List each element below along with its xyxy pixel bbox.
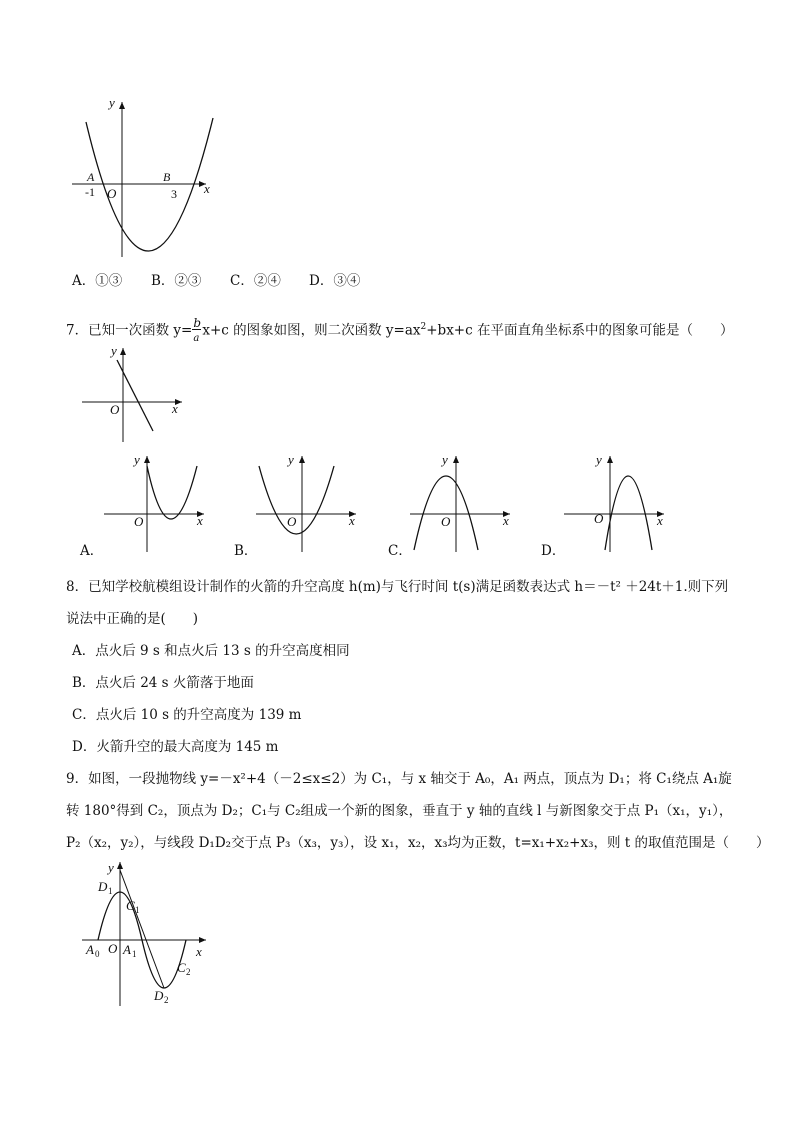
q8-question-line2: 说法中正确的是( ) bbox=[66, 611, 199, 627]
q6-option-c[interactable]: C．②④ bbox=[230, 273, 281, 289]
q6-tick-3: 3 bbox=[171, 187, 177, 201]
q7a-origin-label: O bbox=[134, 514, 144, 529]
q6-option-d[interactable]: D．③④ bbox=[309, 273, 361, 289]
q7-origin-label: O bbox=[110, 402, 120, 417]
q7a-x-label: x bbox=[197, 513, 203, 528]
q9-y-label: y bbox=[108, 860, 114, 875]
q9-d1-sub: 1 bbox=[108, 886, 113, 896]
q9-x-label: x bbox=[196, 944, 202, 959]
q9-a1-label: A bbox=[123, 942, 131, 957]
q7b-origin-label: O bbox=[287, 514, 297, 529]
q7-option-b-graph[interactable] bbox=[252, 452, 362, 556]
q7-superscript: 2 bbox=[420, 322, 427, 332]
q8-question-line1: 8．已知学校航模组设计制作的火箭的升空高度 h(m)与飞行时间 t(s)满足函数表达式 h＝－t² ＋24t＋1.则下列 bbox=[66, 579, 729, 595]
q7-linear-figure bbox=[80, 342, 190, 446]
q7-option-d-label[interactable]: D． bbox=[541, 543, 566, 559]
q7c-origin-label: O bbox=[441, 514, 451, 529]
q7-option-a-label[interactable]: A． bbox=[80, 543, 104, 559]
q6-option-b[interactable]: B．②③ bbox=[151, 273, 202, 289]
q7-option-c-label[interactable]: C． bbox=[388, 543, 412, 559]
q9-c1-label: C bbox=[126, 898, 135, 913]
q6-point-a-label: A bbox=[87, 170, 95, 184]
q6-parabola-figure bbox=[66, 92, 216, 262]
q8-option-c[interactable]: C．点火后 10 s 的升空高度为 139 m bbox=[72, 707, 302, 723]
q8-option-b[interactable]: B．点火后 24 s 火箭落于地面 bbox=[72, 675, 254, 691]
q7-option-c-graph[interactable] bbox=[406, 452, 516, 556]
q7-text-start: 7．已知一次函数 y= bbox=[66, 322, 193, 339]
q7a-y-label: y bbox=[134, 452, 140, 467]
q7-text-mid: x+c 的图象如图，则二次函数 y=ax bbox=[202, 322, 421, 339]
q9-c1-sub: 1 bbox=[135, 905, 140, 915]
q9-question-line2: 转 180°得到 C₂，顶点为 D₂；C₁与 C₂组成一个新的图象，垂直于 y 轴的直线 l 与新图象交于点 P₁（x₁，y₁）， bbox=[66, 803, 733, 819]
q7d-origin-label: O bbox=[594, 511, 604, 526]
q9-a0-sub: 0 bbox=[95, 949, 100, 959]
q9-figure bbox=[78, 860, 218, 1010]
q6-point-b-label: B bbox=[163, 170, 171, 184]
q7-frac-denominator: a bbox=[193, 332, 200, 344]
q9-c2-sub: 2 bbox=[186, 967, 191, 977]
q6-origin-label: O bbox=[107, 186, 117, 201]
q9-a0-label: A bbox=[86, 942, 94, 957]
q7-option-b-label[interactable]: B． bbox=[234, 543, 258, 559]
q9-origin-label: O bbox=[108, 941, 118, 956]
q6-option-a[interactable]: A．①③ bbox=[72, 273, 123, 289]
q7c-y-label: y bbox=[442, 452, 448, 467]
q7-frac-numerator: b bbox=[193, 315, 202, 330]
q6-x-label: x bbox=[204, 181, 210, 196]
q7d-x-label: x bbox=[657, 513, 663, 528]
q8-option-d[interactable]: D．火箭升空的最大高度为 145 m bbox=[72, 739, 279, 755]
q9-question-line1: 9．如图，一段抛物线 y=－x²+4（－2≤x≤2）为 C₁，与 x 轴交于 A₀，A₁ 两点，顶点为 D₁；将 C₁绕点 A₁旋 bbox=[66, 771, 732, 787]
q9-question-line3: P₂（x₂，y₂），与线段 D₁D₂交于点 P₃（x₃，y₃），设 x₁，x₂，x₃均为正数，t=x₁+x₂+x₃，则 t 的取值范围是（ ） bbox=[66, 835, 770, 851]
q7-x-label: x bbox=[172, 401, 178, 416]
q7c-x-label: x bbox=[503, 513, 509, 528]
q7-option-a-graph[interactable] bbox=[100, 452, 210, 556]
q7-y-label: y bbox=[111, 343, 117, 358]
q6-y-label: y bbox=[109, 95, 115, 110]
q7b-y-label: y bbox=[288, 452, 294, 467]
q9-c2-label: C bbox=[177, 960, 186, 975]
q9-d2-sub: 2 bbox=[164, 995, 169, 1005]
q7b-x-label: x bbox=[349, 513, 355, 528]
q7d-y-label: y bbox=[596, 452, 602, 467]
q7-question bbox=[66, 315, 734, 344]
q9-a1-sub: 1 bbox=[132, 949, 137, 959]
q7-option-d-graph[interactable] bbox=[560, 452, 670, 556]
q9-d1-label: D bbox=[98, 879, 108, 894]
q9-d2-label: D bbox=[154, 988, 164, 1003]
q7-text-tail: +bx+c 在平面直角坐标系中的图象可能是（ ） bbox=[426, 322, 734, 339]
q8-option-a[interactable]: A．点火后 9 s 和点火后 13 s 的升空高度相同 bbox=[72, 643, 350, 659]
q6-tick-neg1: -1 bbox=[85, 185, 95, 199]
